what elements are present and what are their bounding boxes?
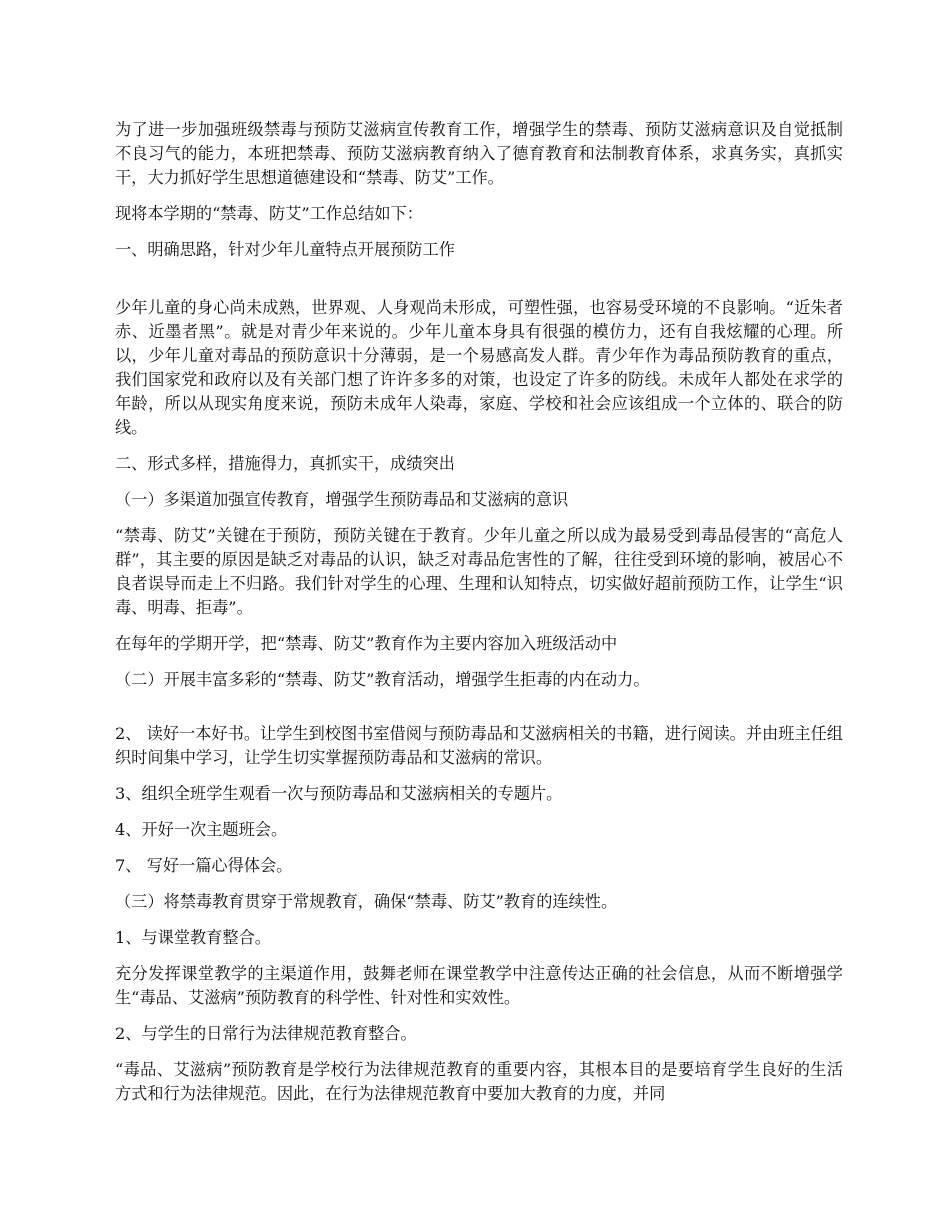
summary-lead-paragraph: 现将本学期的“禁毒、防艾”工作总结如下： xyxy=(115,204,423,223)
subsection-heading-1: （一）多渠道加强宣传教育，增强学生预防毒品和艾滋病的意识 xyxy=(115,490,569,509)
subsection-heading-2: （二）开展丰富多彩的“禁毒、防艾”教育活动，增强学生拒毒的内在动力。 xyxy=(115,670,650,689)
list-item-classroom: 1、与课堂教育整合。 xyxy=(115,928,271,947)
subsection-heading-3: （三）将禁毒教育贯穿于常规教育，确保“禁毒、防艾”教育的连续性。 xyxy=(115,892,618,911)
body-paragraph-classroom: 充分发挥课堂教学的主渠道作用，鼓舞老师在课堂教学中注意传达正确的社会信息，从而不断增强学生“毒品、艾滋病”预防教育的科学性、针对性和实效性。 xyxy=(115,964,843,1007)
body-paragraph-youth: 少年儿童的身心尚未成熟，世界观、人身观尚未形成，可塑性强，也容易受环境的不良影响。“近朱者赤、近墨者黑”。就是对青少年来说的。少年儿童本身具有很强的模仿力，还有自我炫耀的心理。所以，少年儿童对毒品的预防意识十分薄弱，是一个易感高发人群。青少年作为毒品预防教育的重点，我们国家党和政府以及有关部门想了许许多多的对策，也设定了许多的防线。未成年人都处在求学的年龄，所以从现实角度来说，预防未成年人染毒，家庭、学校和社会应该组成一个立体的、联合的防线。 xyxy=(115,298,843,437)
list-item-read-book: 2、 读好一本好书。让学生到校图书室借阅与预防毒品和艾滋病相关的书籍，进行阅读。并由班主任组织时间集中学习，让学生切实掌握预防毒品和艾滋病的常识。 xyxy=(115,724,843,767)
section-heading-2: 二、形式多样，措施得力，真抓实干，成绩突出 xyxy=(115,454,455,473)
list-item-reflection: 7、 写好一篇心得体会。 xyxy=(115,856,293,875)
document-page xyxy=(115,118,843,1118)
section-heading-1: 一、明确思路，针对少年儿童特点开展预防工作 xyxy=(115,240,455,259)
intro-paragraph: 为了进一步加强班级禁毒与预防艾滋病宣传教育工作，增强学生的禁毒、预防艾滋病意识及自觉抵制不良习气的能力，本班把禁毒、预防艾滋病教育纳入了德育教育和法制教育体系，求真务实，真抓实干，大力抓好学生思想道德建设和“禁毒、防艾”工作。 xyxy=(115,120,843,187)
body-paragraph-behavior: “毒品、艾滋病”预防教育是学校行为法律规范教育的重要内容，其根本目的是要培育学生良好的生活方式和行为法律规范。因此，在行为法律规范教育中要加大教育的力度，并同 xyxy=(115,1060,843,1103)
list-item-behavior: 2、与学生的日常行为法律规范教育整合。 xyxy=(115,1024,417,1043)
body-paragraph-semester: 在每年的学期开学，把“禁毒、防艾”教育作为主要内容加入班级活动中 xyxy=(115,634,618,653)
list-item-watch-film: 3、组织全班学生观看一次与预防毒品和艾滋病相关的专题片。 xyxy=(115,784,563,803)
list-item-class-meeting: 4、开好一次主题班会。 xyxy=(115,820,288,839)
body-paragraph-prevention: “禁毒、防艾”关键在于预防，预防关键在于教育。少年儿童之所以成为最易受到毒品侵害的“高危人群”，其主要的原因是缺乏对毒品的认识，缺乏对毒品危害性的了解，往往受到环境的影响，被居心不良者误导而走上不归路。我们针对学生的心理、生理和认知特点，切实做好超前预防工作，让学生“识毒、明毒、拒毒”。 xyxy=(115,526,843,617)
